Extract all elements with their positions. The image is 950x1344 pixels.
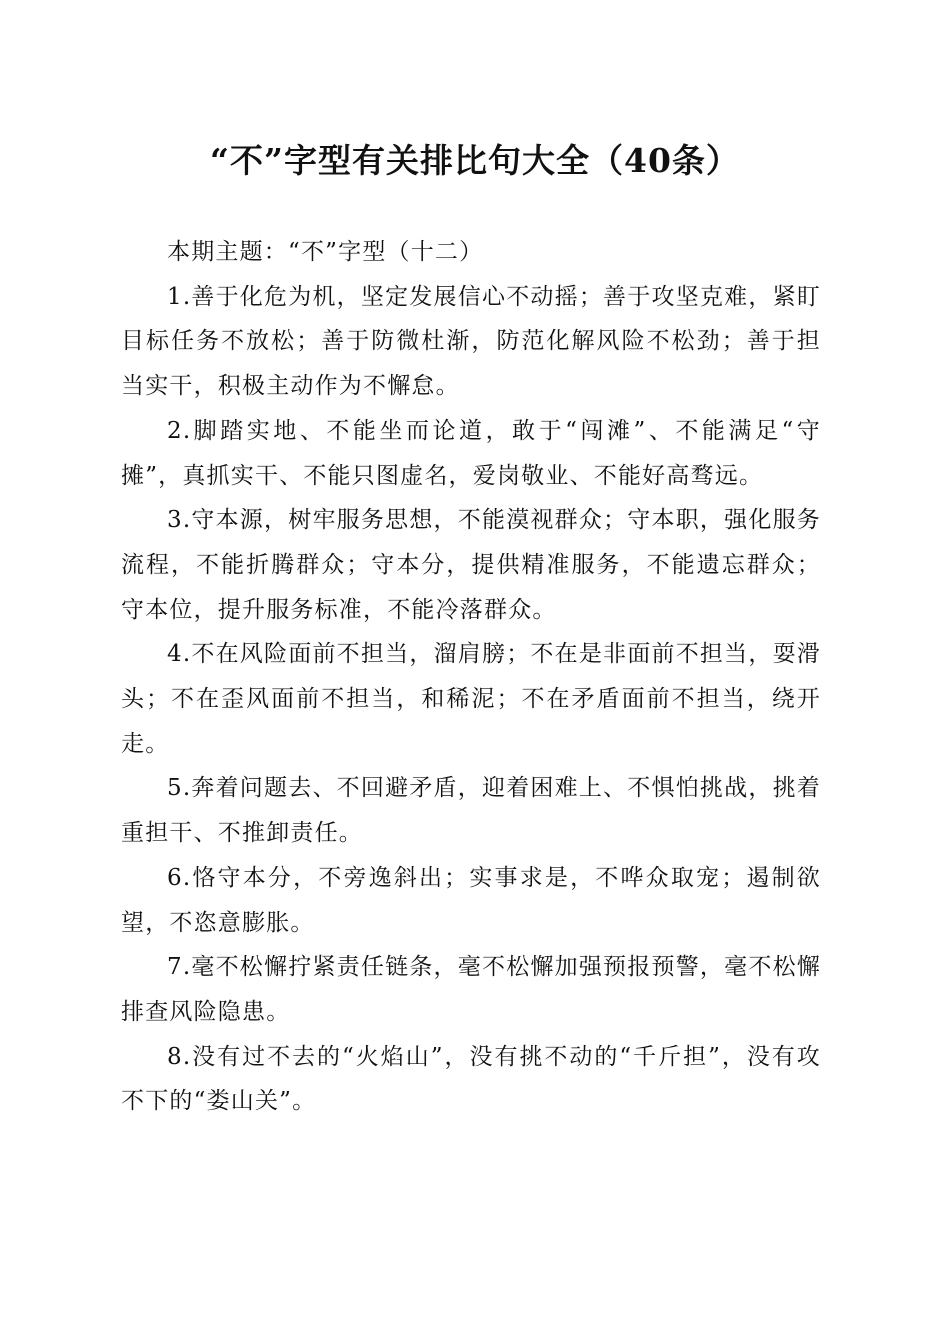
paragraph-4: 4.不在风险面前不担当，溜肩膀；不在是非面前不担当，耍滑头；不在歪风面前不担当，和稀泥；不在矛盾面前不担当，绕开走。 [121, 641, 821, 757]
paragraph-8: 8.没有过不去的“火焰山”，没有挑不动的“千斤担”，没有攻不下的“娄山关”。 [121, 1043, 821, 1115]
document-subtitle: 本期主题：“不”字型（十二） [167, 239, 484, 265]
paragraph-5: 5.奔着问题去、不回避矛盾，迎着困难上、不惧怕挑战，挑着重担干、不推卸责任。 [121, 775, 821, 847]
paragraph-6: 6.恪守本分，不旁逸斜出；实事求是，不哗众取宠；遏制欲望，不恣意膨胀。 [121, 864, 821, 936]
paragraph-7: 7.毫不松懈拧紧责任链条，毫不松懈加强预报预警，毫不松懈排查风险隐患。 [121, 954, 821, 1025]
paragraph-1: 1.善于化危为机，坚定发展信心不动摇；善于攻坚克难，紧盯目标任务不放松；善于防微杜渐，防范化解风险不松劲；善于担当实干，积极主动作为不懈怠。 [121, 283, 821, 400]
document-body [121, 230, 821, 1124]
paragraph-3: 3.守本源，树牢服务思想，不能漠视群众；守本职，强化服务流程，不能折腾群众；守本分，提供精准服务，不能遗忘群众；守本位，提升服务标准，不能冷落群众。 [121, 507, 821, 623]
document-title: “不”字型有关排比句大全（40条） [210, 141, 740, 180]
paragraph-2: 2.脚踏实地、不能坐而论道，敢于“闯滩”、不能满足“守摊”，真抓实干、不能只图虚名，爱岗敬业、不能好高骛远。 [121, 417, 821, 489]
